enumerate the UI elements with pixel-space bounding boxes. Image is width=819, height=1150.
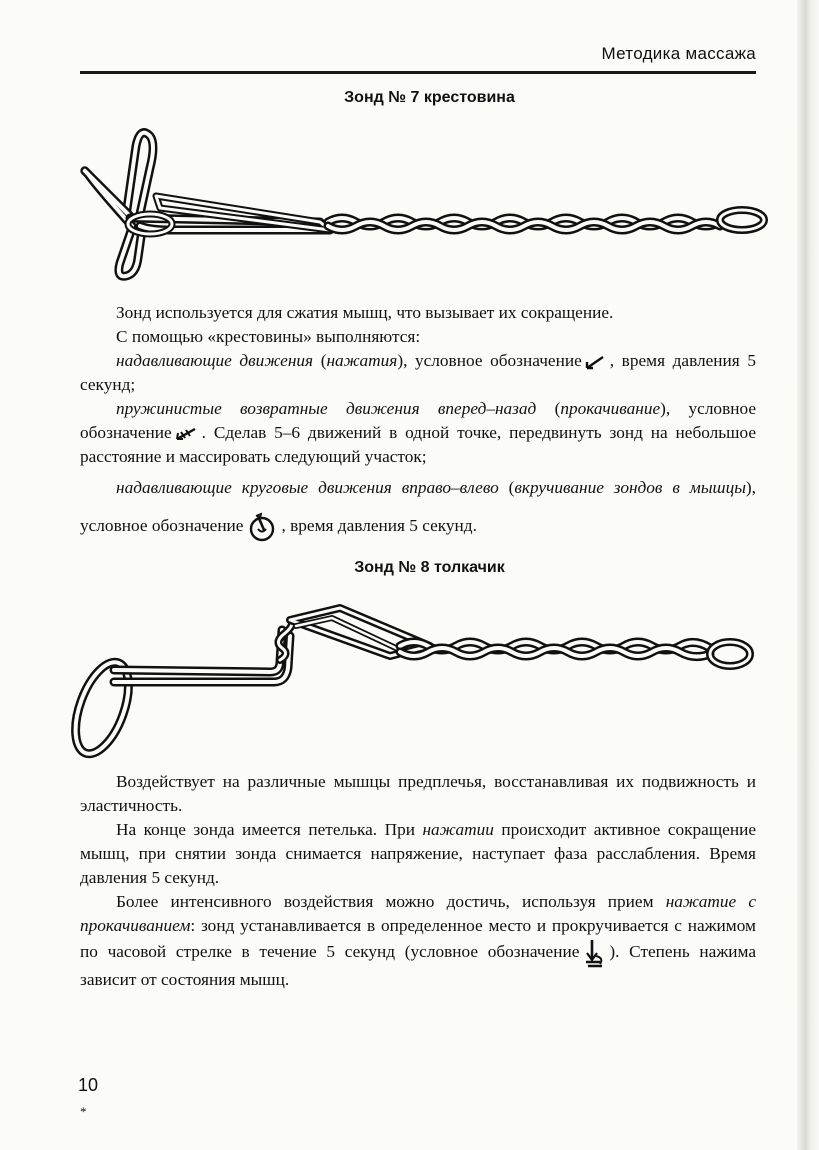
text: На конце зонда имеется петелька. При [116,820,423,839]
probe-7-cross-illustration [70,118,770,288]
paragraph [80,469,756,545]
paragraph [80,818,756,890]
paragraph: С помощью «крестовины» выполняются: [116,327,421,346]
press-symbol-icon [585,354,607,370]
term: надавливающие движения [116,351,314,370]
probe-8-description [80,770,756,992]
text: : зонд устанавливается в определенное место и прокручивается с нажимом по часовой стрелке в течение 5 секунд (условное обозначение [80,916,756,961]
text: ), условное обозначение [397,351,582,370]
paragraph: Зонд используется для сжатия мышц, что вызывает их сокращение. [116,303,614,322]
press-pump-symbol-icon [582,938,606,968]
printer-mark: * [80,1104,87,1119]
probe-7-description [80,301,756,545]
header-rule [80,71,756,74]
text: ( [498,478,515,497]
term: нажатии [422,820,494,839]
pumping-symbol-icon [175,426,199,442]
probe-8-heading: Зонд № 8 толкачик [354,559,505,576]
screwing-symbol-icon [246,512,278,542]
term: вкручивание зондов в мышцы [514,478,746,497]
running-header [80,44,756,70]
text: ( [313,351,327,370]
header-title: Методика массажа [601,44,756,63]
text: ), условное обозначение [80,478,756,535]
paragraph [80,397,756,469]
probe-7-heading: Зонд № 7 крестовина [344,89,515,106]
text: , время давления 5 секунд; [80,351,756,394]
term: пружинистые возвратные движения вперед–назад [116,399,537,418]
text: , время давления 5 секунд. [281,516,477,535]
text: . Сделав 5–6 движений в одной точке, передвинуть зонд на небольшое расстояние и массировать следующий участок; [80,423,756,466]
text: ( [536,399,561,418]
term: нажатия [326,351,398,370]
term: надавливающие круговые движения вправо–влево [116,478,499,497]
probe-8-pusher-illustration [70,590,770,770]
term: нажатие с прокачиванием [80,892,756,935]
paragraph [80,349,756,397]
text: ). Степень нажима зависит от состояния мышц. [80,941,756,989]
page-number: 10 [78,1075,99,1095]
paragraph: Воздействует на различные мышцы предплечья, восстанавливая их подвижность и эластичность. [80,772,756,815]
text: происходит активное сокращение мышц, при снятии зонда снимается напряжение, наступает фаза расслабления. Время давления 5 секунд. [80,820,756,887]
paragraph [80,890,756,992]
text: Более интенсивного воздействия можно достичь, используя прием [116,892,666,911]
term: прокачивание [560,399,661,418]
text: ), условное обозначение [80,399,757,442]
